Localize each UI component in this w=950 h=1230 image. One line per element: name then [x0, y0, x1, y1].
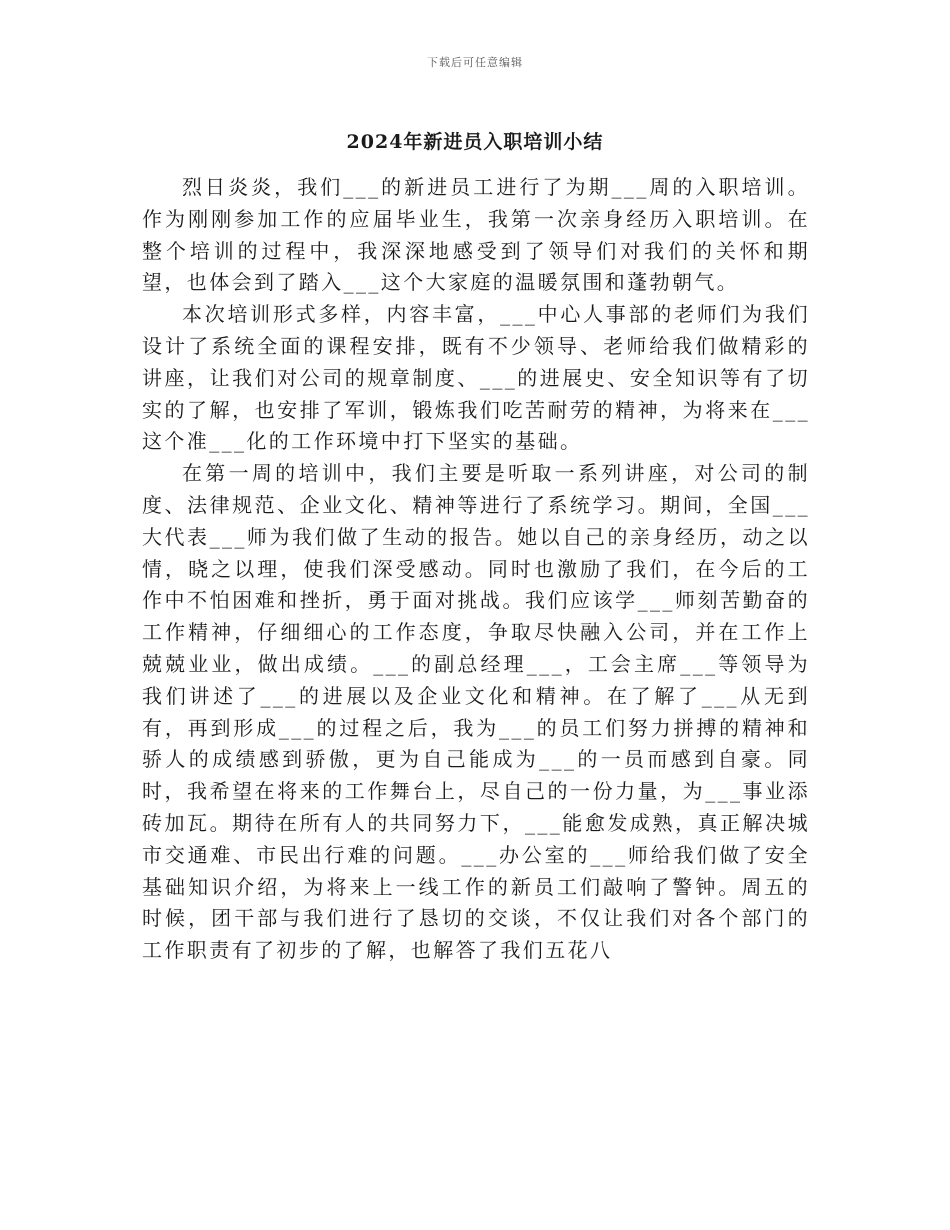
paragraph-1: 烈日炎炎，我们___的新进员工进行了为期___周的入职培训。作为刚刚参加工作的应届毕业生，我第一次亲身经历入职培训。在整个培训的过程中，我深深地感受到了领导们对我们的关怀和期望，也体会到了踏入___这个大家庭的温暖氛围和蓬勃朝气。 — [142, 175, 810, 295]
document-title: 2024年新进员入职培训小结 — [346, 131, 604, 153]
document-body — [142, 172, 810, 967]
page-header-note: 下载后可任意编辑 — [427, 56, 523, 69]
paragraph-3: 在第一周的培训中，我们主要是听取一系列讲座，对公司的制度、法律规范、企业文化、精神等进行了系统学习。期间，全国___大代表___师为我们做了生动的报告。她以自己的亲身经历，动之以情，晓之以理，使我们深受感动。同时也激励了我们，在今后的工作中不怕困难和挫折，勇于面对挑战。我们应该学___师刻苦勤奋的工作精神，仔细细心的工作态度，争取尽快融入公司，并在工作上兢兢业业，做出成绩。___的副总经理___，工会主席___等领导为我们讲述了___的进展以及企业文化和精神。在了解了___从无到有，再到形成___的过程之后，我为___的员工们努力拼搏的精神和骄人的成绩感到骄傲，更为自己能成为___的一员而感到自豪。同时，我希望在将来的工作舞台上，尽自己的一份力量，为___事业添砖加瓦。期待在所有人的共同努力下，___能愈发成熟，真正解决城市交通难、市民出行难的问题。___办公室的___师给我们做了安全基础知识介绍，为将来上一线工作的新员工们敲响了警钟。周五的时候，团干部与我们进行了恳切的交谈，不仅让我们对各个部门的工作职责有了初步的了解，也解答了我们五花八 — [142, 461, 810, 963]
paragraph-2: 本次培训形式多样，内容丰富，___中心人事部的老师们为我们设计了系统全面的课程安排，既有不少领导、老师给我们做精彩的讲座，让我们对公司的规章制度、___的进展史、安全知识等有了切实的了解，也安排了军训，锻炼我们吃苦耐劳的精神，为将来在___这个准___化的工作环境中打下坚实的基础。 — [142, 302, 810, 454]
